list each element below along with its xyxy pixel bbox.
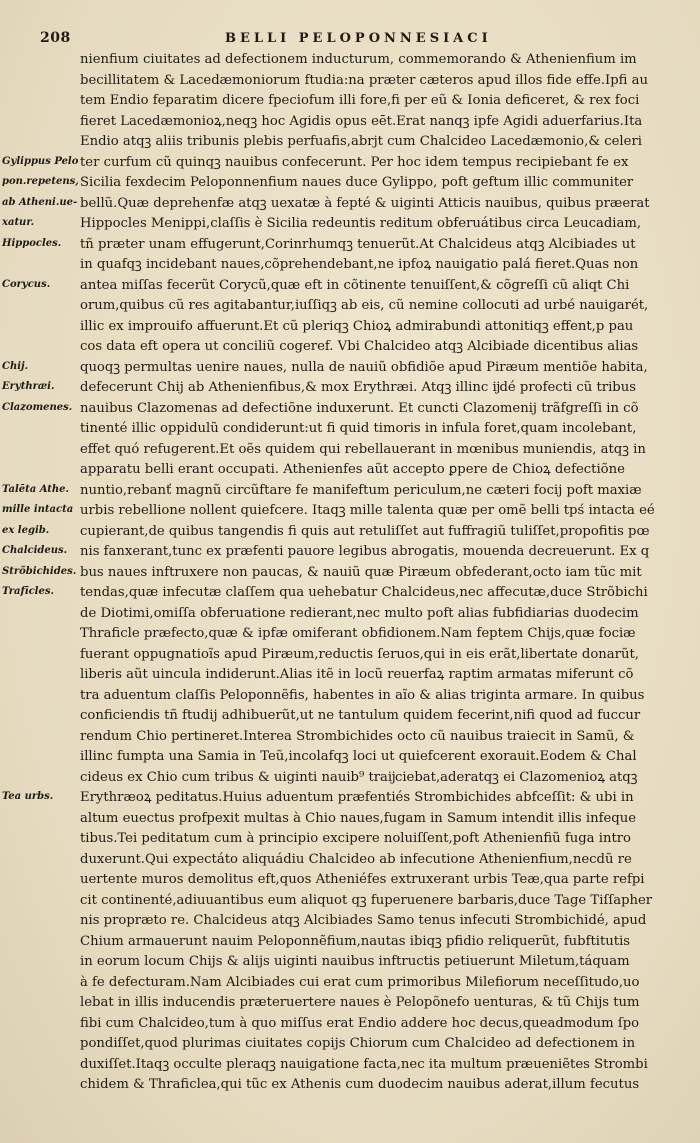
text-line: defecerunt Chij ab Athenienfibus,& mox Erythræi. Atqꝫ illinc ĳdé profecti cũ tribus xyxy=(80,380,636,395)
text-line: cit continenté,adiuuantibus eum aliquot qꝫ fuperuenere barbaris,duce Tage Tiſſapher xyxy=(80,892,653,908)
text-line: in quafqꝫ incidebant naues,cõprehendebant,ne ipfoꝝ nauigatio palá fieret.Quas non xyxy=(80,257,639,272)
margin-note: Gylippus Pelo xyxy=(2,155,79,167)
margin-note: ex legib. xyxy=(2,524,50,536)
text-line: tibus.Tei peditatum cum à principio excipere noluiſſent,poft Athenienfiũ fuga intro xyxy=(80,831,631,846)
text-line: Chium armauerunt nauim Peloponnẽfium,nautas ibiqꝫ pfidio reliquerũt, fubftitutis xyxy=(80,933,631,949)
text-line: in eorum locum Chijs & alijs uiginti nauibus inftructis petiuerunt Miletum,táquam xyxy=(80,954,630,969)
text-line: liberis aũt uincula indiderunt.Alias itẽ in locũ reuerfaꝝ raptim armatas miferunt cõ xyxy=(80,667,634,682)
text-line: nuntio,rebanť magnũ circũftare fe manifeftum periculum,ne cæteri focij poft maxiæ xyxy=(80,482,642,498)
margin-note: xatur. xyxy=(2,217,35,228)
margin-note: Corycus. xyxy=(2,278,51,290)
margin-note: Tea urbs. xyxy=(2,791,54,802)
text-line: de Diotimi,omiſſa obferuatione redierant,nec multo poft alias fubfidiarias duodecim xyxy=(80,605,639,621)
page-number: 208 xyxy=(40,30,71,46)
margin-note: Strõbichides. xyxy=(2,565,77,577)
text-line: duxiſſet.Itaqꝫ occulte pleraqꝫ nauigatione facta,nec ita multum præueniẽtes Strombi xyxy=(80,1056,648,1072)
text-line: antea miſſas fecerũt Corycũ,quæ eft in cõtinente tenuiſſent,& cõgreſſi cũ aliqt Chi xyxy=(80,277,630,293)
text-line: illinc fumpta una Samia in Teũ,incolafqꝫ loci ut quiefcerent exorauit.Eodem & Chal xyxy=(80,749,637,764)
text-line: quoqꝫ permultas uenire naues, nulla de nauiũ obfidiõe apud Piræum mentiõe habita, xyxy=(80,359,648,375)
text-line: tra aduentum claſſis Peloponnẽfis, habentes in aĩo & alias triginta armare. In quibus xyxy=(80,687,645,703)
text-line: tendas,quæ infecutæ claſſem qua uehebatur Chalcideus,nec affecutæ,duce Strõbichi xyxy=(80,585,648,600)
text-line: cupierant,de quibus tangendis fi quis aut retuliſſet aut fuffragiũ tuliſſet,propofitis pœ xyxy=(80,523,650,539)
body-text xyxy=(80,50,655,1096)
text-line: rendum Chio pertineret.Interea Strombichides octo cũ nauibus traiecit in Samũ, & xyxy=(80,728,635,744)
margin-note: Talēta Athe. xyxy=(2,483,70,495)
margin-note: Chalcideus. xyxy=(2,545,68,556)
text-line: Erythræoꝝ peditatus.Huius aduentum præfentiés Strombichides abfceſſit: & ubi in xyxy=(80,790,634,805)
margin-note: ab Atheni.ue- xyxy=(2,196,78,208)
margin-note: Chij. xyxy=(2,360,29,372)
text-line: tem Endio feparatim dicere fpeciofum illi fore,fi per eũ & Ionia deficeret, & rex foci xyxy=(80,93,640,108)
text-line: uertente muros demolitus eft,quos Atheniéfes extruxerant urbis Teæ,qua parte refpi xyxy=(80,872,645,887)
text-line: à fe defecturam.Nam Alcibiades cui erat cum primoribus Milefiorum neceſſitudo,uo xyxy=(80,974,640,990)
margin-note: mille intacta xyxy=(2,504,74,515)
text-line: Hippocles Menippi,claſſis è Sicilia redeuntis reditum obferuátibus circa Leucadiam, xyxy=(80,216,642,231)
text-line: duxerunt.Qui expectáto aliquádiu Chalcideo ab infecutione Athenienfium,necdũ re xyxy=(80,851,632,867)
text-line: nauibus Clazomenas ad defectiõne induxerunt. Et cuncti Clazomenij trãfgreſſi in cõ xyxy=(80,400,639,416)
text-line: urbis rebellione nollent quiefcere. Itaqꝫ mille talenta quæ per omẽ belli tpś intacta eé xyxy=(80,503,655,518)
text-line: orum,quibus cũ res agitabantur,iuſſiqꝫ ab eis, cũ nemine collocuti ad urbé nauigarét, xyxy=(80,298,649,313)
text-line: bellũ.Quæ deprehenfæ atqꝫ uexatæ à fepté & uiginti Atticis nauibus, quibus præerat xyxy=(80,195,650,211)
text-line: ter curfum cũ quinqꝫ nauibus confecerunt. Per hoc idem tempus recipiebant fe ex xyxy=(80,154,629,170)
text-line: conficiendis tñ ftudij adhibuerũt,ut ne tantulum quidem fecerint,nifi quod ad fuccur xyxy=(80,708,641,723)
text-line: apparatu belli erant occupati. Athenienfes aũt accepto ꝑpere de Chioꝝ defectiõne xyxy=(80,462,625,477)
margin-note: pon.repetens, xyxy=(2,176,79,187)
text-line: altum euectus profpexit multas à Chio naues,fugam in Samum intendit illis infeque xyxy=(80,810,636,826)
margin-note: Hippocles. xyxy=(2,237,62,249)
text-line: nis fanxerant,tunc ex præfenti pauore legibus abrogatis, mouenda decreuerunt. Ex q xyxy=(80,544,650,559)
text-line: Sicilia fexdecim Peloponnenfium naues duce Gylippo, poft geftum illic communiter xyxy=(80,175,634,190)
text-line: chidem & Thraficlea,qui tũc ex Athenis cum duodecim nauibus aderat,illum fecutus xyxy=(80,1077,640,1092)
text-line: nienfium ciuitates ad defectionem inducturum, commemorando & Athenienfium im xyxy=(80,52,637,67)
text-line: becillitatem & Lacedæmoniorum ftudia:na præter cæteros apud illos fide effe.Ipfi au xyxy=(80,72,649,88)
text-line: effet quó refugerent.Et oẽs quidem qui rebellauerant in mœnibus muniendis, atqꝫ in xyxy=(80,441,646,457)
text-line: nis propræto re. Chalcideus atqꝫ Alcibiades Samo tenus infecuti Strombichidé, apud xyxy=(80,913,647,928)
margin-note: Trafīcles. xyxy=(2,586,54,597)
text-line: fieret Lacedæmonioꝝ,neqꝫ hoc Agidis opus eēt.Erat nanqꝫ ipfe Agidi aduerfarius.Ita xyxy=(80,113,643,129)
margin-note: Erythræi. xyxy=(2,381,55,392)
text-line: fibi cum Chalcideo,tum à quo miſſus erat Endio addere hoc decus,queadmodum ſpo xyxy=(80,1015,640,1031)
running-head: BELLI PELOPONNESIACI xyxy=(225,31,492,46)
text-line: Endio atqꝫ aliis tribunis plebis perfuafis,abrjt cum Chalcideo Lacedæmonio,& celeri xyxy=(80,134,642,149)
text-line: fuerant oppugnatioĩs apud Piræum,reductis ſeruos,qui in eis erãt,libertate donarũt, xyxy=(80,646,639,662)
margin-note: Clazomenes. xyxy=(2,401,73,413)
text-line: cos data eft opera ut conciliũ cogeref. Vbi Chalcideo atqꝫ Alcibiade dicentibus alias xyxy=(80,339,639,354)
text-line: lebat in illis inducendis præteruertere naues è Pelopõnefo uenturas, & tũ Chijs tum xyxy=(80,995,640,1010)
text-line: tñ præter unam effugerunt,Corinrhumqꝫ tenuerũt.At Chalcideus atqꝫ Alcibiades ut xyxy=(80,236,636,252)
text-line: tinenté illic oppidulũ condiderunt:ut fi quid timoris in infula foret,quam incolebant, xyxy=(80,421,637,436)
text-line: pondiſſet,quod plurimas ciuitates copijs Chiorum cum Chalcideo ad defectionem in xyxy=(80,1036,636,1051)
text-line: bus naues inftruxere non paucas, & nauiũ quæ Piræum obfederant,octo iam tũc mit xyxy=(80,564,642,580)
text-line: illic ex improuifo affuerunt.Et cũ pleriqꝫ Chioꝝ admirabundi attonitiqꝫ effent,p pau xyxy=(80,318,634,334)
text-line: cideus ex Chio cum tribus & uiginti nauib⁹ traĳciebat,aderatqꝫ ei Clazomenioꝝ atqꝫ xyxy=(80,769,638,785)
text-line: Thraficle præfecto,quæ & ipfæ omiferant obfidionem.Nam feptem Chijs,quæ fociæ xyxy=(80,626,636,641)
